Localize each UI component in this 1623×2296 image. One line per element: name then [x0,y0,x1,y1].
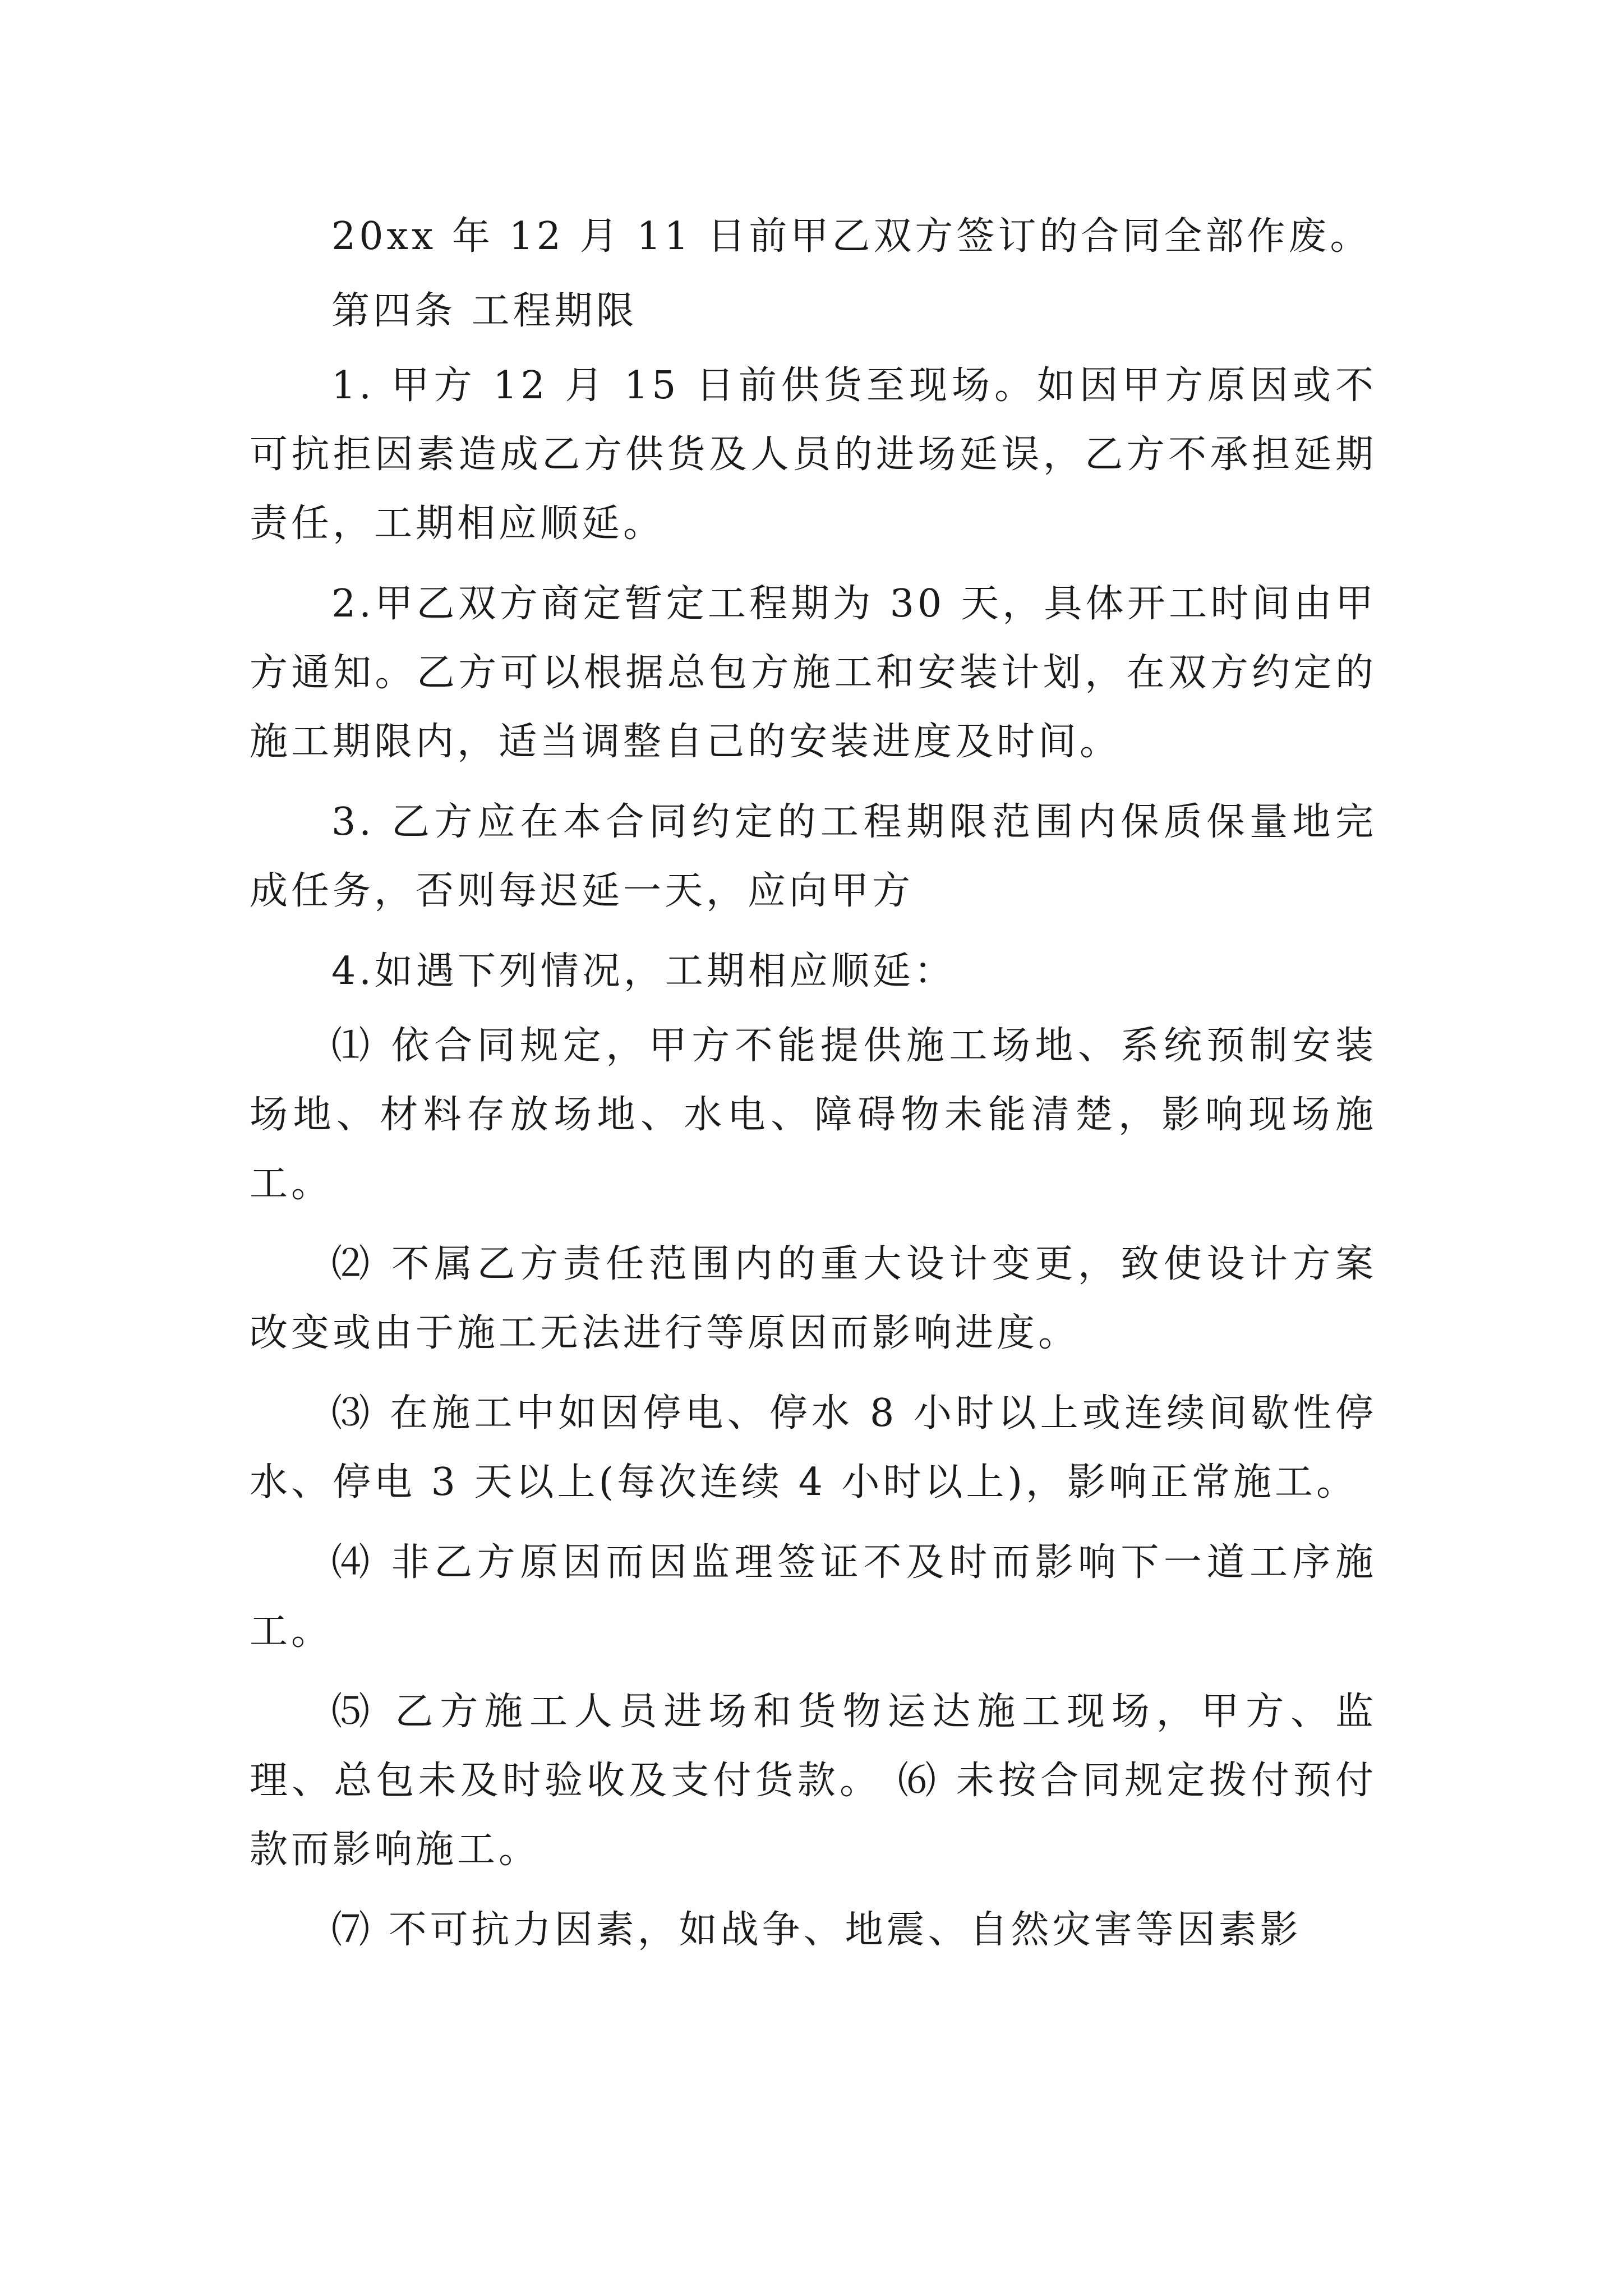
paragraph-subitem-7: ⑺ 不可抗力因素，如战争、地震、自然灾害等因素影 [331,1908,1302,1952]
paragraph-subitem-3: ⑶ 在施工中如因停电、停水 8 小时以上或连续间歇性停水、停电 3 天以上(每次连续 4 小时以上)，影响正常施工。 [250,1391,1377,1504]
paragraph-contract-void: 20xx 年 12 月 11 日前甲乙双方签订的合同全部作废。 [331,214,1372,259]
paragraph-item-3: 3. 乙方应在本合同约定的工程期限范围内保质保量地完成任务，否则每迟延一天，应向甲方 [250,800,1377,913]
heading-article-four: 第四条 工程期限 [331,289,638,333]
paragraph-subitem-4: ⑷ 非乙方原因而因监理签证不及时而影响下一道工序施工。 [250,1540,1377,1654]
paragraph-item-2: 2.甲乙双方商定暂定工程期为 30 天，具体开工时间由甲方通知。乙方可以根据总包方施工和安装计划，在双方约定的施工期限内，适当调整自己的安装进度及时间。 [250,582,1377,764]
paragraph-item-1: 1. 甲方 12 月 15 日前供货至现场。如因甲方原因或不可抗拒因素造成乙方供货及人员的进场延误，乙方不承担延期责任，工期相应顺延。 [250,364,1377,546]
paragraph-subitem-1: ⑴ 依合同规定，甲方不能提供施工场地、系统预制安装场地、材料存放场地、水电、障碍物未能清楚，影响现场施工。 [250,1024,1377,1206]
paragraph-subitem-2: ⑵ 不属乙方责任范围内的重大设计变更，致使设计方案改变或由于施工无法进行等原因而影响进度。 [250,1242,1377,1355]
paragraph-item-4: 4.如遇下列情况，工期相应顺延： [331,949,956,993]
document-body [250,202,1377,1976]
paragraph-subitem-5-6: ⑸ 乙方施工人员进场和货物运达施工现场，甲方、监理、总包未及时验收及支付货款。 ⑹ 未按合同规定拨付预付款而影响施工。 [250,1690,1377,1872]
